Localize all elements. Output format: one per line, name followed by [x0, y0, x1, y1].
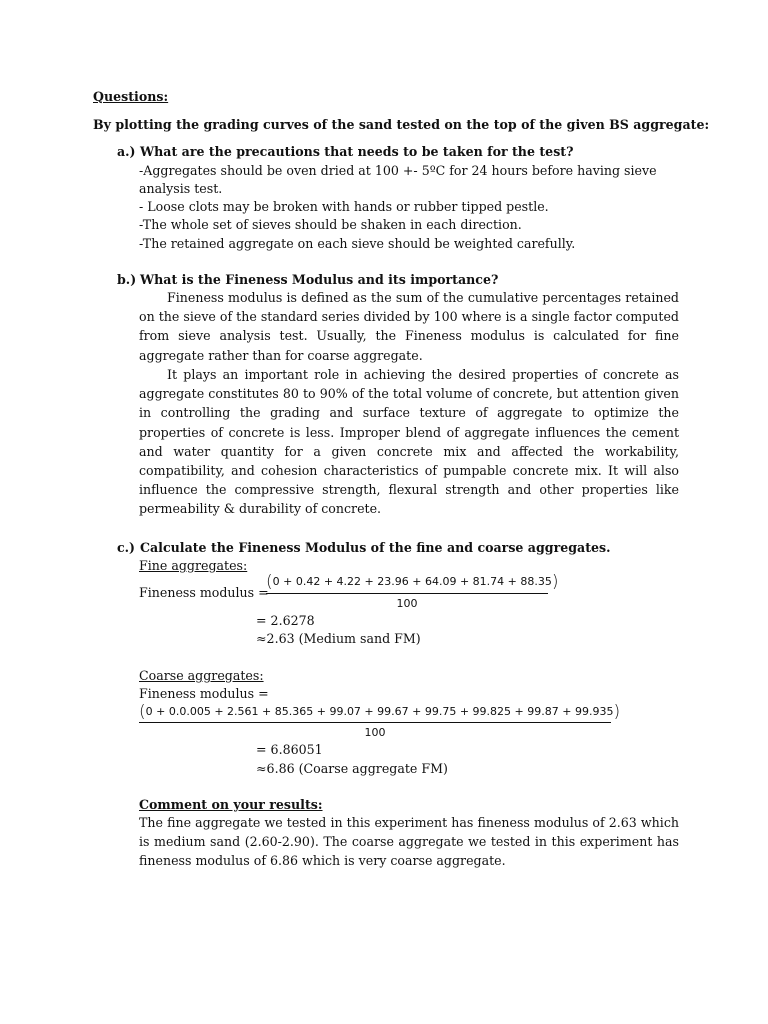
fineness-definition-paragraph: Fineness modulus is defined as the sum of the cumulative percentages retained on the sieve of the standard series divided by 100 where is a single factor computed from sieve analysis test. Usually, the Fineness modulus is calculated for fine aggregate rather than for coarse aggregate. — [139, 290, 679, 363]
coarse-fm-result: = 6.86051 — [256, 742, 323, 757]
precaution-line: -The retained aggregate on each sieve should be weighted carefully. — [139, 236, 576, 251]
question-a-text: What are the precautions that needs to be taken for the test? — [140, 144, 574, 159]
coarse-fm-denominator: 100 — [364, 726, 386, 739]
fineness-importance-paragraph: It plays an important role in achieving the desired properties of concrete as aggregate constitutes 80 to 90% of the total volume of concrete, but attention given in controlling the grading and surface texture of aggregate to optimize the properties of concrete is less. Improper blend of aggregate influences the cement and water quantity for a given concrete mix and affected the workability, compatibility, and cohesion characteristics of pumpable concrete mix. It will also influence the compressive strength, flexural strength and other properties like permeability & durability of concrete. — [139, 367, 679, 517]
precaution-line: -The whole set of sieves should be shaken in each direction. — [139, 217, 522, 232]
question-c-label: c.) — [117, 540, 136, 555]
coarse-fm-approx: ≈6.86 (Coarse aggregate FM) — [256, 761, 448, 776]
fine-fm-numerator: (0 + 0.42 + 4.22 + 23.96 + 64.09 + 81.74 + 88.35) — [266, 572, 559, 592]
questions-heading: Questions: — [93, 89, 169, 104]
precaution-line: analysis test. — [139, 181, 223, 196]
coarse-aggregates-title: Coarse aggregates: — [139, 668, 264, 683]
coarse-fm-label: Fineness modulus = — [139, 686, 269, 701]
comment-heading: Comment on your results: — [139, 797, 323, 812]
fine-fm-result: = 2.6278 — [256, 613, 315, 628]
question-b-text: What is the Fineness Modulus and its importance? — [140, 272, 499, 287]
fine-fm-denominator: 100 — [396, 597, 418, 610]
question-c-text: Calculate the Fineness Modulus of the fine and coarse aggregates. — [140, 540, 611, 555]
question-b-label: b.) — [117, 272, 137, 287]
coarse-fm-numerator: (0 + 0.0.005 + 2.561 + 85.365 + 99.07 + 99.67 + 99.75 + 99.825 + 99.87 + 99.935) — [139, 702, 621, 722]
fine-aggregates-title: Fine aggregates: — [139, 558, 248, 573]
fine-fm-label: Fineness modulus = — [139, 585, 269, 600]
question-a-label: a.) — [117, 144, 136, 159]
precaution-line: -Aggregates should be oven dried at 100 +- 5ºC for 24 hours before having sieve — [139, 163, 657, 178]
intro-line: By plotting the grading curves of the sand tested on the top of the given BS aggregate: — [93, 117, 710, 132]
precaution-line: - Loose clots may be broken with hands or rubber tipped pestle. — [139, 199, 549, 214]
comment-paragraph: The fine aggregate we tested in this experiment has fineness modulus of 2.63 which is medium sand (2.60-2.90). The coarse aggregate we tested in this experiment has fineness modulus of 6.86 which is very coarse aggregate. — [139, 815, 679, 869]
fine-fm-approx: ≈2.63 (Medium sand FM) — [256, 631, 421, 646]
